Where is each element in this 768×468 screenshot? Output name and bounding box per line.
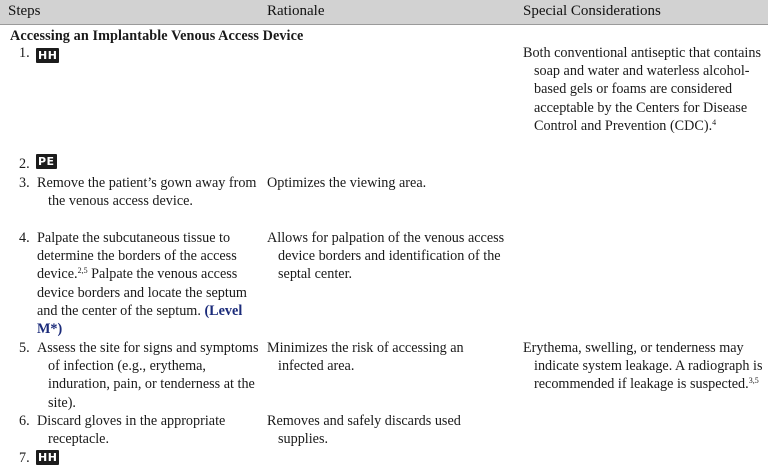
step-number: 4. [19,230,30,246]
reference: 4 [712,117,717,127]
step-number: 3. [19,175,30,191]
reference: 3,5 [748,376,759,386]
special-consideration [523,339,768,394]
hand-hygiene-icon: HH [38,451,58,464]
step-number: 1. [19,45,30,61]
table-header [0,0,768,25]
step-number: 6. [19,413,30,429]
protective-equipment-icon: PE [38,155,55,168]
rationale-text: Optimizes the viewing area. [267,175,427,191]
special-consideration [523,44,768,135]
reference: 2,5 [77,266,88,276]
step-text-part: Palpate the venous access device borders and locate the septum and the center of the septum. [37,266,247,319]
special-text: Both conventional antiseptic that contains soap and water and waterless alcohol-based gels or foams are considered acceptable by the Centers for Disease Control and Prevention (CDC). [523,45,761,134]
header-special-considerations: Special Considerations [523,3,661,19]
step-text: Assess the site for signs and symptoms of infection (e.g., erythema, induration, pain, or tenderness at the site). [37,340,259,411]
step-text-part: Palpate the subcutaneous tissue to determine the borders of the access device. [37,230,237,283]
hand-hygiene-icon: HH [38,49,58,62]
step-text: Discard gloves in the appropriate receptacle. [37,413,226,448]
step-text: Remove the patient’s gown away from the venous access device. [37,175,257,210]
header-rationale: Rationale [267,3,325,19]
evidence-level: (Level M*) [37,302,243,338]
rationale-text: Removes and safely discards used supplies. [267,413,461,448]
step-number: 7. [19,450,30,466]
step-text [37,229,252,338]
section-title: Accessing an Implantable Venous Access Device [10,28,304,44]
rationale-text: Allows for palpation of the venous access device borders and identification of the septal center. [267,230,505,283]
step-number: 5. [19,340,30,356]
header-steps: Steps [8,3,41,19]
rationale-text: Minimizes the risk of accessing an infected area. [267,340,464,375]
special-text: Erythema, swelling, or tenderness may indicate system leakage. A radiograph is recommended if leakage is suspected. [523,340,763,393]
step-number: 2. [19,156,30,172]
